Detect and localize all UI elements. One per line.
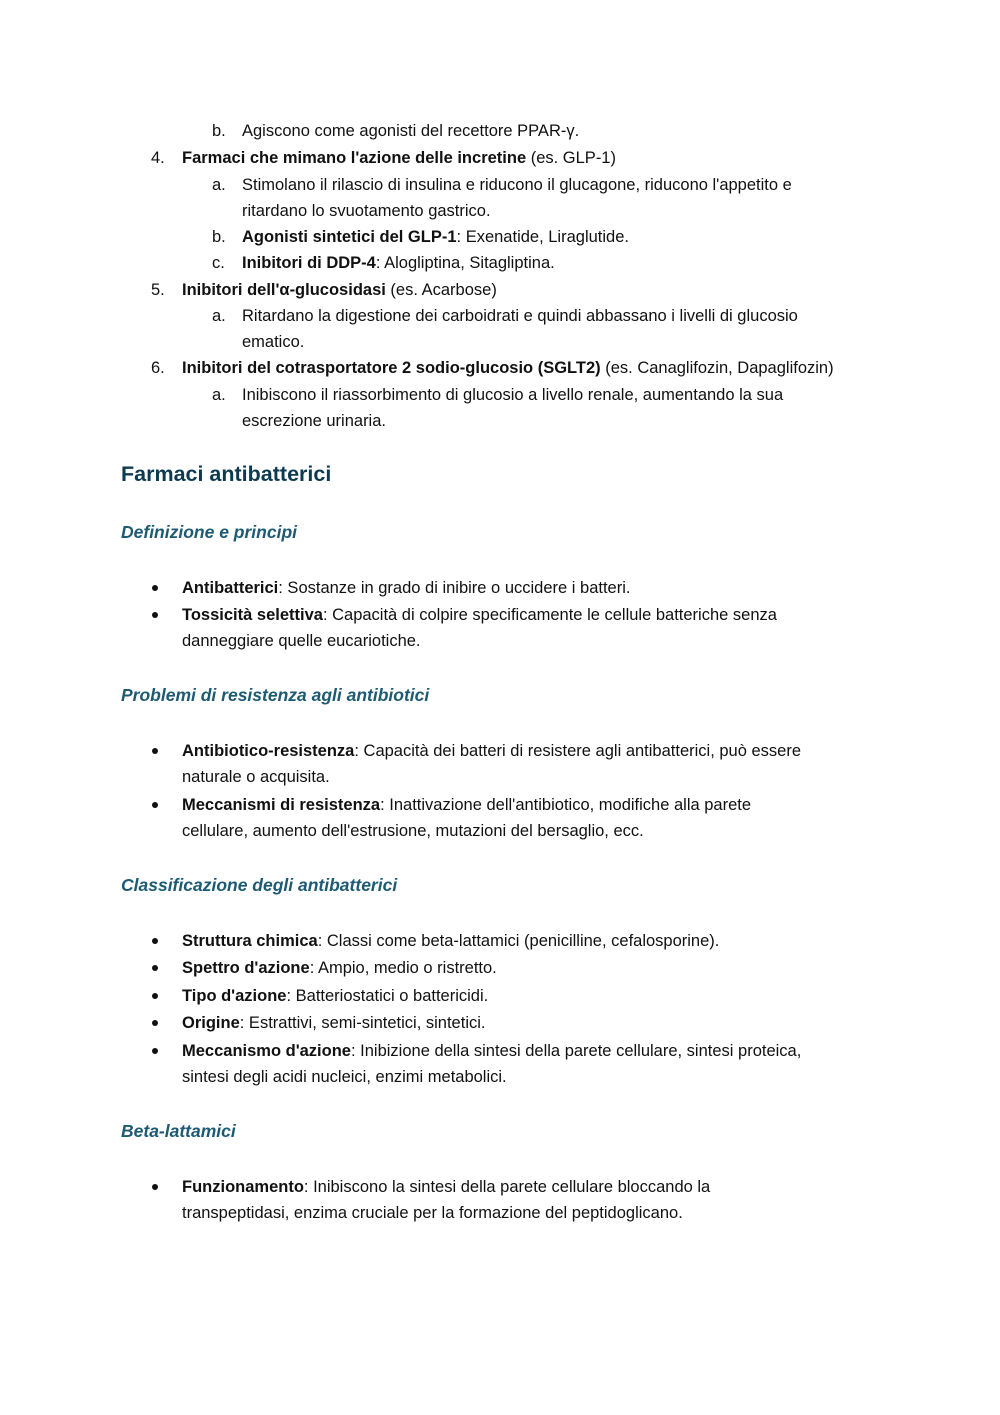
list-item [182, 602, 777, 628]
list-item-bold: Antibatterici [182, 579, 279, 597]
list-item [182, 983, 488, 1009]
bullet-icon [152, 748, 158, 754]
list-item-text: (es. Acarbose) [385, 281, 497, 299]
list-item-text: escrezione urinaria. [242, 412, 386, 430]
list-item-bold: Farmaci che mimano l'azione delle incretine [182, 149, 527, 167]
list-item-text: transpeptidasi, enzima cruciale per la formazione del peptidoglicano. [182, 1204, 683, 1222]
list-item-text: ematico. [242, 333, 305, 351]
list-item-text: : Capacità di colpire specificamente le cellule batteriche senza [322, 606, 777, 624]
section-title: Farmaci antibatterici [121, 462, 332, 486]
list-item-text: : Alogliptina, Sitagliptina. [375, 254, 555, 272]
list-marker: b. [212, 122, 226, 140]
list-item-bold: Inibitori dell'α-glucosidasi [182, 281, 386, 299]
list-item-bold: Agonisti sintetici del GLP-1 [242, 228, 457, 246]
list-item-text: : Batteriostatici o battericidi. [286, 987, 489, 1005]
list-item-text: Stimolano il rilascio di insulina e riducono il glucagone, riducono l'appetito e [242, 176, 792, 194]
list-item-text: (es. Canaglifozin, Dapaglifozin) [600, 359, 834, 377]
list-item-text: : Exenatide, Liraglutide. [456, 228, 629, 246]
list-item-text: naturale o acquisita. [182, 768, 330, 786]
bullet-icon [152, 612, 158, 618]
list-item-bold: Struttura chimica [182, 932, 318, 950]
bullet-icon [152, 1048, 158, 1054]
list-item-text: Inibiscono il riassorbimento di glucosio a livello renale, aumentando la sua [242, 386, 784, 404]
list-item-text: : Inibiscono la sintesi della parete cellulare bloccando la [303, 1178, 711, 1196]
list-item [182, 792, 751, 818]
list-item [182, 1174, 710, 1200]
list-item-text: Agiscono come agonisti del recettore PPAR-γ. [242, 122, 580, 140]
list-item-text: : Classi come beta-lattamici (penicilline, cefalosporine). [317, 932, 720, 950]
bullet-icon [152, 802, 158, 808]
list-item [182, 277, 497, 303]
list-item-bold: Origine [182, 1014, 240, 1032]
list-item-bold: Inibitori di DDP-4 [242, 254, 376, 272]
bullet-icon [152, 938, 158, 944]
list-item [182, 928, 719, 954]
list-item-text: : Inibizione della sintesi della parete cellulare, sintesi proteica, [350, 1042, 802, 1060]
list-marker: 4. [151, 149, 165, 167]
list-item-text: : Ampio, medio o ristretto. [309, 959, 497, 977]
list-item-text: Ritardano la digestione dei carboidrati e quindi abbassano i livelli di glucosio [242, 307, 798, 325]
list-item [182, 1010, 486, 1036]
list-item-text: : Sostanze in grado di inibire o uccidere i batteri. [278, 579, 631, 597]
list-item [182, 575, 630, 601]
list-item-bold: Meccanismo d'azione [182, 1042, 351, 1060]
list-item-text: danneggiare quelle eucariotiche. [182, 632, 421, 650]
bullet-icon [152, 1184, 158, 1190]
list-item-text: ritardano lo svuotamento gastrico. [242, 202, 491, 220]
list-item [242, 224, 629, 250]
bullet-icon [152, 965, 158, 971]
subsection-heading: Classificazione degli antibatterici [121, 875, 398, 895]
list-item-text: (es. GLP-1) [526, 149, 616, 167]
list-item-bold: Meccanismi di resistenza [182, 796, 381, 814]
list-item [182, 1038, 801, 1064]
subsection-heading: Problemi di resistenza agli antibiotici [121, 685, 430, 705]
list-marker: 6. [151, 359, 165, 377]
list-item-bold: Antibiotico-resistenza [182, 742, 355, 760]
list-item [182, 955, 497, 981]
list-item-bold: Spettro d'azione [182, 959, 310, 977]
list-item-bold: Tossicità selettiva [182, 606, 323, 624]
list-item-text: : Estrattivi, semi-sintetici, sintetici. [239, 1014, 486, 1032]
list-marker: 5. [151, 281, 165, 299]
list-item-bold: Funzionamento [182, 1178, 304, 1196]
list-item-text: : Capacità dei batteri di resistere agli antibatterici, può essere [354, 742, 802, 760]
list-item [182, 355, 834, 381]
bullet-icon [152, 585, 158, 591]
list-marker: a. [212, 307, 226, 325]
list-marker: b. [212, 228, 226, 246]
bullet-icon [152, 1020, 158, 1026]
list-marker: c. [212, 254, 225, 272]
subsection-heading: Definizione e principi [121, 522, 297, 542]
list-marker: a. [212, 386, 226, 404]
subsection-heading: Beta-lattamici [121, 1121, 236, 1141]
list-marker: a. [212, 176, 226, 194]
list-item [182, 145, 616, 171]
list-item-bold: Inibitori del cotrasportatore 2 sodio-glucosio (SGLT2) [182, 359, 601, 377]
list-item [182, 738, 801, 764]
list-item-text: sintesi degli acidi nucleici, enzimi metabolici. [182, 1068, 507, 1086]
list-item [242, 250, 555, 276]
list-item-text: cellulare, aumento dell'estrusione, mutazioni del bersaglio, ecc. [182, 822, 644, 840]
bullet-icon [152, 993, 158, 999]
list-item-text: : Inattivazione dell'antibiotico, modifiche alla parete [380, 796, 752, 814]
list-item-bold: Tipo d'azione [182, 987, 287, 1005]
